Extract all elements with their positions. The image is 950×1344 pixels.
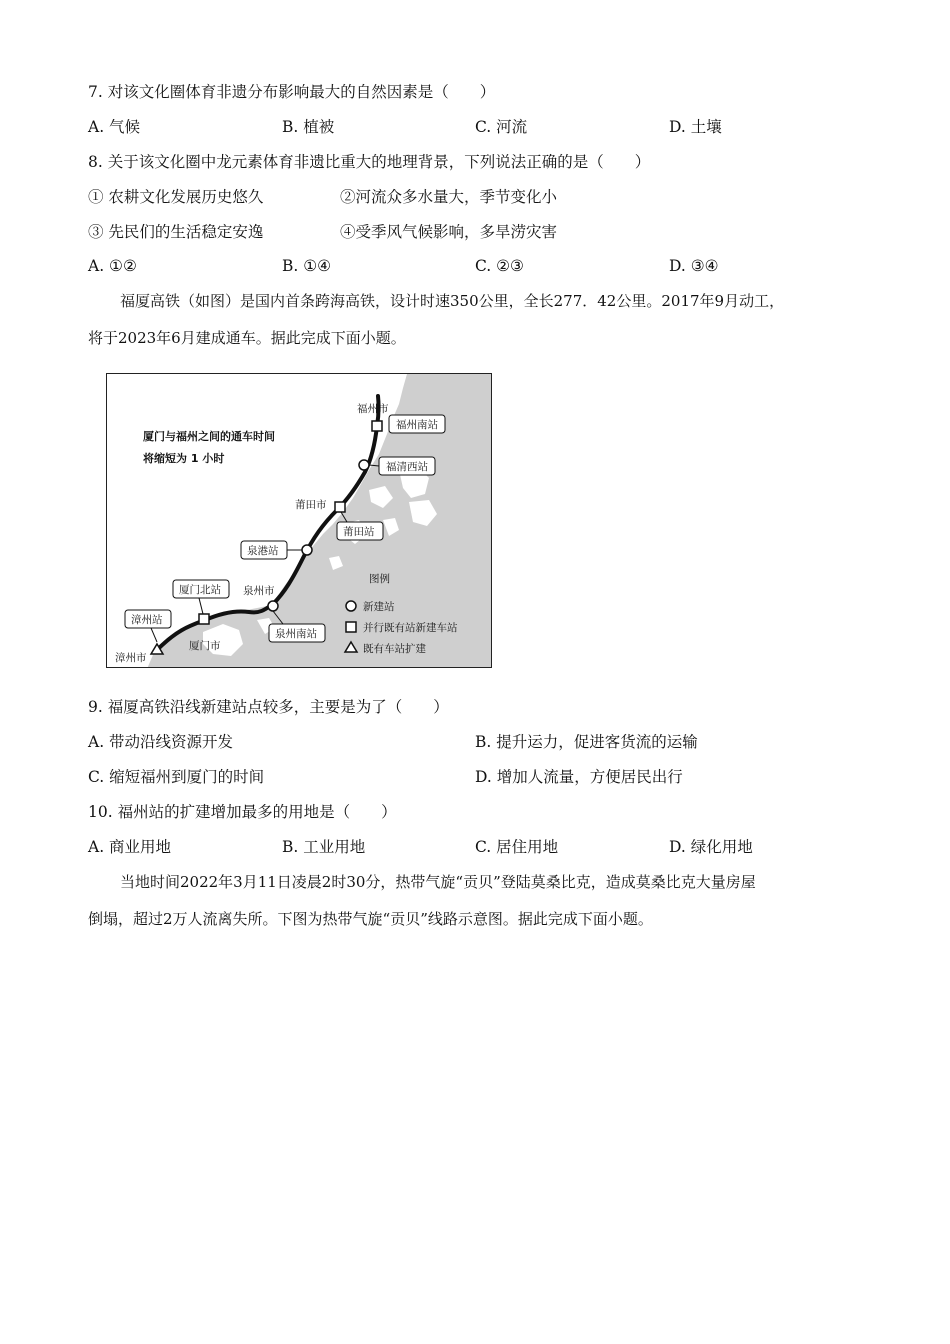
map-note-line1: 厦门与福州之间的通车时间 xyxy=(143,430,275,443)
q7-option-a: A. 气候 xyxy=(88,118,141,136)
q8-statement-2: ②河流众多水量大，季节变化小 xyxy=(340,188,558,206)
map-note-line2: 将缩短为 1 小时 xyxy=(143,452,225,465)
city-putian: 莆田市 xyxy=(295,499,327,511)
station-quangang-label: 泉港站 xyxy=(247,545,279,557)
city-zhangzhou: 漳州市 xyxy=(115,652,147,664)
xiamen-north-station-marker xyxy=(199,614,209,624)
q9-option-d: D. 增加人流量，方便居民出行 xyxy=(475,768,683,786)
station-putian-label: 莆田站 xyxy=(343,526,375,538)
q9-option-a: A. 带动沿线资源开发 xyxy=(88,733,234,751)
station-zhangzhou-label: 漳州站 xyxy=(131,614,163,626)
q8-statement-4: ④受季风气候影响，多旱涝灾害 xyxy=(340,223,558,241)
q8-option-a: A. ①② xyxy=(88,257,137,275)
q7-option-d: D. 土壤 xyxy=(669,118,722,136)
q10-option-d: D. 绿化用地 xyxy=(669,838,753,856)
legend-item-new-station: 新建站 xyxy=(363,601,395,613)
q10-option-a: A. 商业用地 xyxy=(88,838,172,856)
legend-new-station-icon xyxy=(346,601,356,611)
railway-map-svg xyxy=(107,374,492,668)
legend-item-expanded-station: 既有车站扩建 xyxy=(363,643,426,655)
station-fuzhou-south-label: 福州南站 xyxy=(396,419,438,431)
station-xiamen-north-label: 厦门北站 xyxy=(179,584,221,596)
quangang-station-marker xyxy=(302,545,312,555)
city-quanzhou: 泉州市 xyxy=(243,585,275,597)
q8-statement-3: ③ 先民们的生活稳定安逸 xyxy=(88,223,264,241)
legend-item-parallel-station: 并行既有站新建车站 xyxy=(363,622,458,634)
q8-option-b: B. ①④ xyxy=(282,257,332,275)
q10-option-b: B. 工业用地 xyxy=(282,838,366,856)
q10-stem: 10. 福州站的扩建增加最多的用地是（ ） xyxy=(88,803,397,821)
station-quanzhou-south-label: 泉州南站 xyxy=(275,628,317,640)
putian-station-marker xyxy=(335,502,345,512)
city-xiamen: 厦门市 xyxy=(189,640,221,652)
intro3-line2: 倒塌，超过2万人流离失所。下图为热带气旋“贡贝”线路示意图。据此完成下面小题。 xyxy=(88,910,653,928)
legend-parallel-station-icon xyxy=(346,622,356,632)
intro2-line2: 将于2023年6月建成通车。据此完成下面小题。 xyxy=(88,329,406,347)
intro3-line1: 当地时间2022年3月11日凌晨2时30分，热带气旋“贡贝”登陆莫桑比克，造成莫桑比克大量房屋 xyxy=(120,873,756,891)
q9-option-c: C. 缩短福州到厦门的时间 xyxy=(88,768,265,786)
q8-option-c: C. ②③ xyxy=(475,257,524,275)
q9-option-b: B. 提升运力，促进客货流的运输 xyxy=(475,733,698,751)
intro2-line1: 福厦高铁（如图）是国内首条跨海高铁，设计时速350公里，全长277．42公里。2017年9月动工， xyxy=(120,292,785,310)
quanzhou-south-station-marker xyxy=(268,601,278,611)
q10-option-c: C. 居住用地 xyxy=(475,838,559,856)
q8-option-d: D. ③④ xyxy=(669,257,719,275)
q8-stem: 8. 关于该文化圈中龙元素体育非遗比重大的地理背景，下列说法正确的是（ ） xyxy=(88,153,651,171)
fuzhou-south-station-marker xyxy=(372,421,382,431)
q9-stem: 9. 福厦高铁沿线新建站点较多，主要是为了（ ） xyxy=(88,698,449,716)
q8-statement-1: ① 农耕文化发展历史悠久 xyxy=(88,188,264,206)
q7-option-b: B. 植被 xyxy=(282,118,335,136)
city-fuzhou: 福州市 xyxy=(357,403,389,415)
station-fuqing-west-label: 福清西站 xyxy=(386,461,428,473)
q7-option-c: C. 河流 xyxy=(475,118,528,136)
fuqing-west-station-marker xyxy=(359,460,369,470)
legend-title: 图例 xyxy=(369,573,390,585)
q7-stem: 7. 对该文化圈体育非遗分布影响最大的自然因素是（ ） xyxy=(88,83,496,101)
railway-map xyxy=(106,373,492,668)
